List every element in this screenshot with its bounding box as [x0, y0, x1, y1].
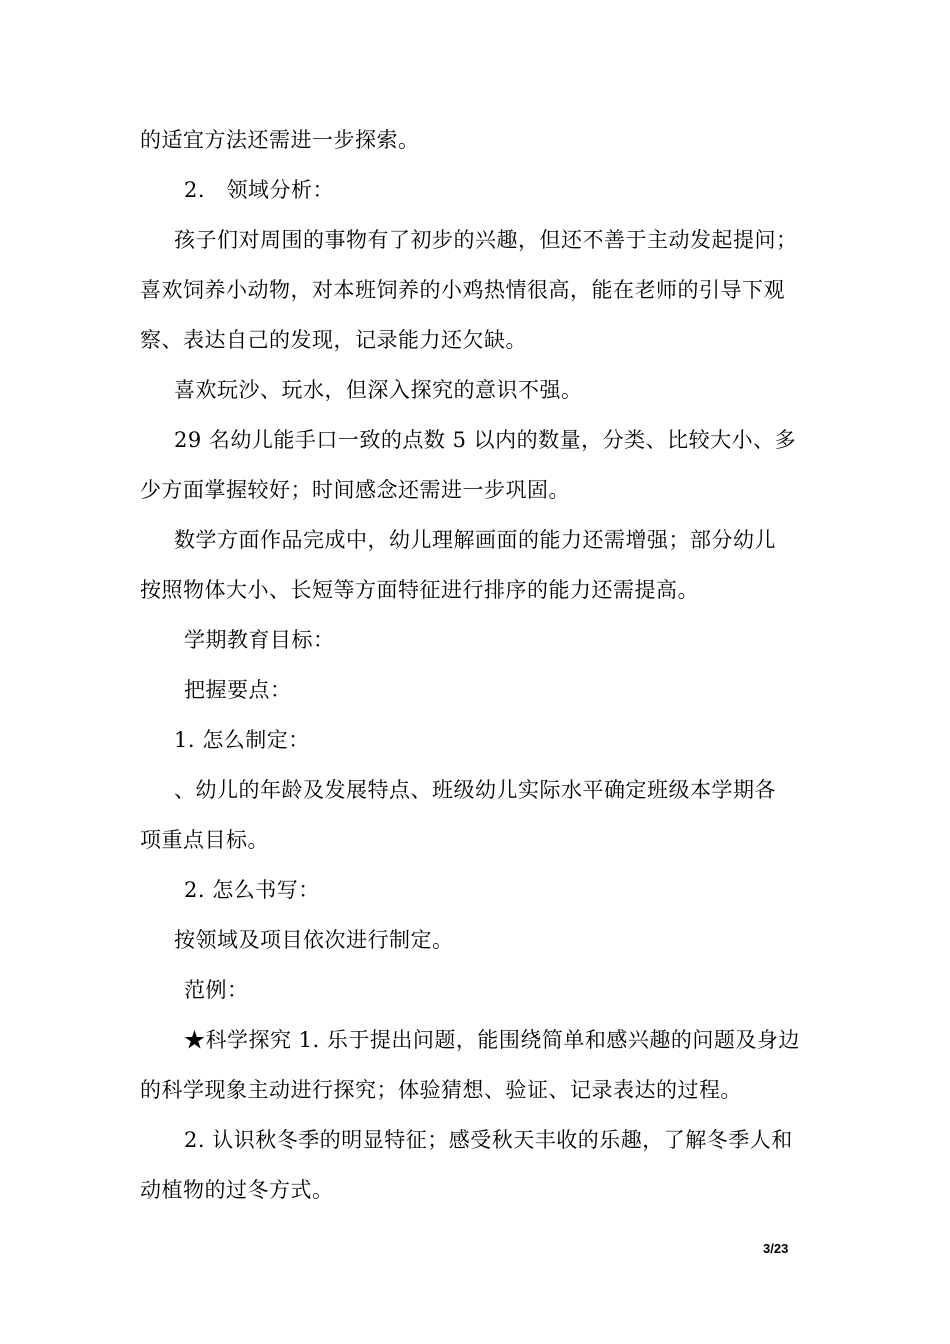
list-item: 1. 怎么制定： [174, 728, 310, 752]
text-line: 项重点目标。 [140, 828, 269, 852]
text-line: 29 名幼儿能手口一致的点数 5 以内的数量，分类、比较大小、多 [174, 428, 797, 452]
text-line: 喜欢饲养小动物，对本班饲养的小鸡热情很高，能在老师的引导下观 [140, 278, 785, 302]
text-line: 数学方面作品完成中，幼儿理解画面的能力还需增强；部分幼儿 [174, 528, 776, 552]
text-line: 喜欢玩沙、玩水，但深入探究的意识不强。 [174, 378, 583, 402]
text-line: 动植物的过冬方式。 [140, 1178, 334, 1202]
list-item: 2. 认识秋冬季的明显特征；感受秋天丰收的乐趣，了解冬季人和 [184, 1128, 793, 1152]
text-line: 少方面掌握较好；时间感念还需进一步巩固。 [140, 478, 570, 502]
text-line: 、幼儿的年龄及发展特点、班级幼儿实际水平确定班级本学期各 [174, 778, 776, 802]
text-line: 按领域及项目依次进行制定。 [174, 928, 454, 952]
list-item: 2. 怎么书写： [184, 878, 320, 902]
text-line: 孩子们对周围的事物有了初步的兴趣，但还不善于主动发起提问； [174, 228, 798, 252]
text-line: 的科学现象主动进行探究；体验猜想、验证、记录表达的过程。 [140, 1078, 742, 1102]
page-number: 3/23 [763, 1241, 789, 1256]
text-line: 察、表达自己的发现，记录能力还欠缺。 [140, 328, 527, 352]
section-heading: 把握要点： [184, 678, 292, 702]
section-heading: 2. 领域分析： [184, 178, 335, 202]
section-heading: 学期教育目标： [184, 628, 335, 652]
text-line: 的适宜方法还需进一步探索。 [140, 128, 420, 152]
text-line: ★科学探究 1. 乐于提出问题，能围绕简单和感兴趣的问题及身边 [184, 1028, 800, 1052]
text-line: 按照物体大小、长短等方面特征进行排序的能力还需提高。 [140, 578, 699, 602]
section-heading: 范例： [184, 978, 249, 1002]
